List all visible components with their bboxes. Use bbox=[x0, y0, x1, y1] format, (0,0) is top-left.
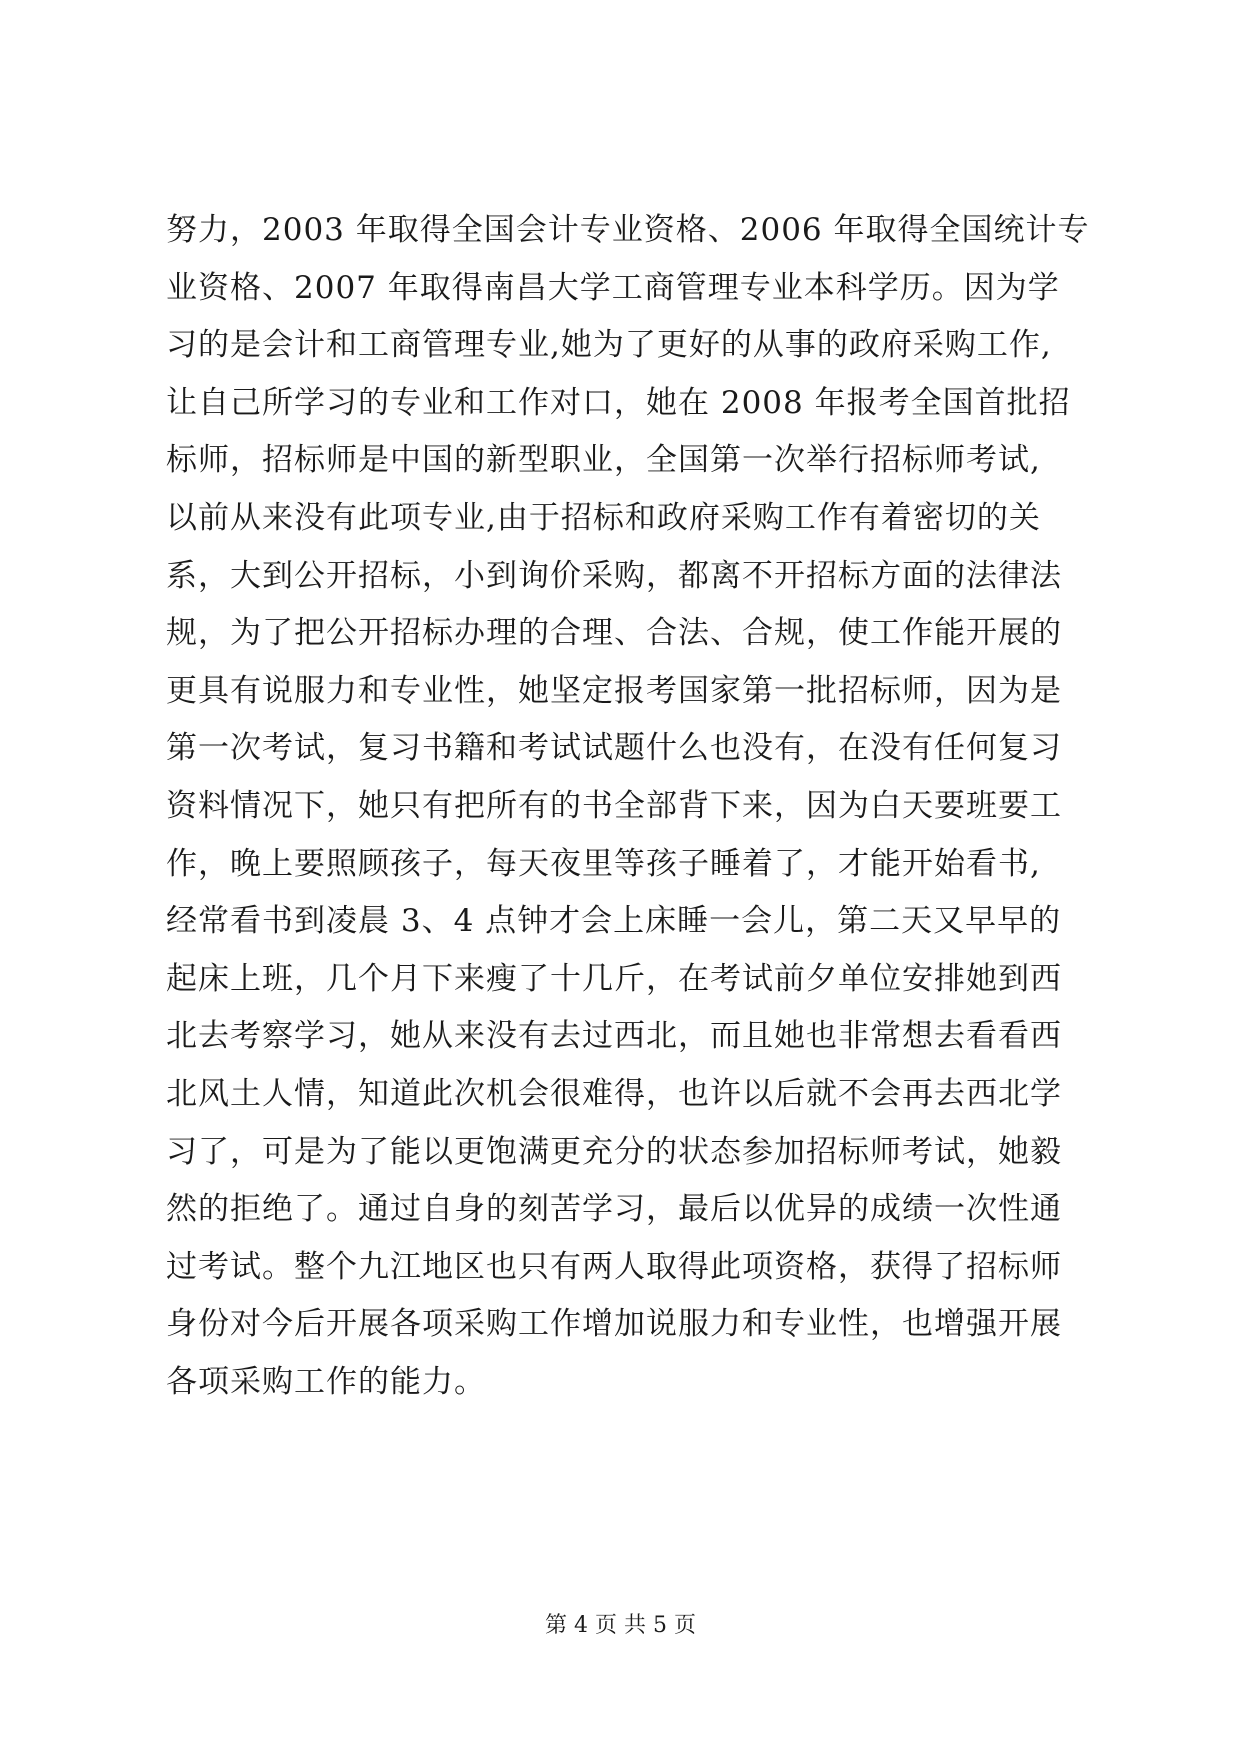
text-line: 作，晚上要照顾孩子，每天夜里等孩子睡着了，才能开始看书, bbox=[166, 845, 1041, 882]
text-line: 身份对今后开展各项采购工作增加说服力和专业性，也增强开展 bbox=[166, 1306, 1062, 1343]
text-line: 习的是会计和工商管理专业,她为了更好的从事的政府采购工作, bbox=[166, 327, 1052, 364]
text-line: 然的拒绝了。通过自身的刻苦学习，最后以优异的成绩一次性通 bbox=[166, 1191, 1062, 1228]
text-line: 更具有说服力和专业性，她坚定报考国家第一批招标师，因为是 bbox=[166, 672, 1062, 709]
body-paragraph bbox=[166, 202, 1126, 1411]
page-number-footer: 第 4 页 共 5 页 bbox=[545, 1613, 696, 1638]
text-line: 北风土人情，知道此次机会很难得，也许以后就不会再去西北学 bbox=[166, 1075, 1062, 1112]
text-line: 规，为了把公开招标办理的合理、合法、合规，使工作能开展的 bbox=[166, 615, 1062, 652]
text-line: 让自己所学习的专业和工作对口，她在 2008 年报考全国首批招 bbox=[166, 384, 1071, 421]
text-line: 北去考察学习，她从来没有去过西北，而且她也非常想去看看西 bbox=[166, 1018, 1062, 1055]
text-line: 第一次考试，复习书籍和考试试题什么也没有，在没有任何复习 bbox=[166, 730, 1062, 767]
text-line: 各项采购工作的能力。 bbox=[166, 1363, 486, 1400]
text-line: 标师，招标师是中国的新型职业，全国第一次举行招标师考试, bbox=[166, 442, 1041, 479]
text-line: 系，大到公开招标，小到询价采购，都离不开招标方面的法律法 bbox=[166, 557, 1062, 594]
text-line: 业资格、2007 年取得南昌大学工商管理专业本科学历。因为学 bbox=[166, 269, 1060, 306]
text-line: 过考试。整个九江地区也只有两人取得此项资格，获得了招标师 bbox=[166, 1248, 1062, 1285]
text-line: 经常看书到凌晨 3、4 点钟才会上床睡一会儿，第二天又早早的 bbox=[166, 903, 1062, 940]
text-line: 资料情况下，她只有把所有的书全部背下来，因为白天要班要工 bbox=[166, 787, 1062, 824]
text-line: 努力，2003 年取得全国会计专业资格、2006 年取得全国统计专 bbox=[166, 212, 1090, 248]
text-line: 以前从来没有此项专业,由于招标和政府采购工作有着密切的关 bbox=[166, 499, 1041, 536]
text-line: 习了，可是为了能以更饱满更充分的状态参加招标师考试，她毅 bbox=[166, 1133, 1062, 1170]
text-line: 起床上班，几个月下来瘦了十几斤，在考试前夕单位安排她到西 bbox=[166, 960, 1062, 997]
